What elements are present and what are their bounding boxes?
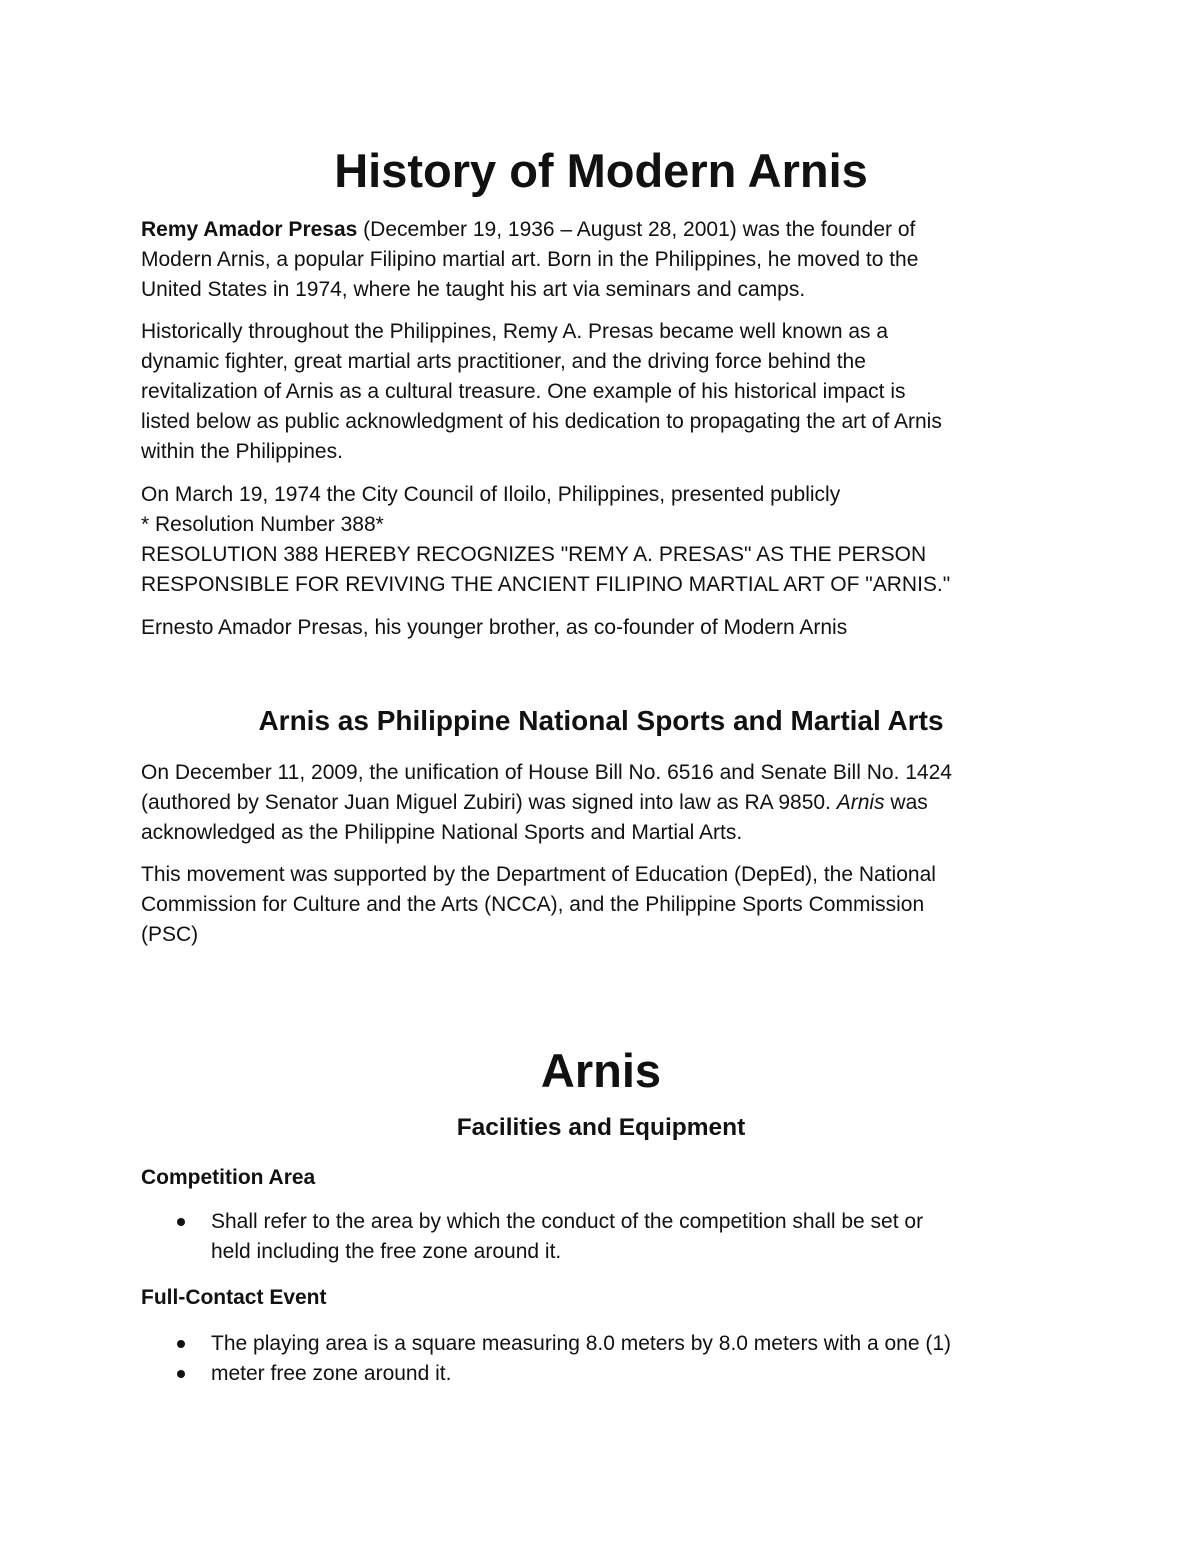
founder-name: Remy Amador Presas (141, 218, 358, 241)
competition-area-list (141, 1207, 1051, 1267)
bullet-icon (177, 1340, 185, 1348)
list-item: meter free zone around it. (141, 1359, 1051, 1389)
cofounder-paragraph (141, 613, 1051, 643)
cofounder-line: Ernesto Amador Presas, his younger brother, as co-founder of Modern Arnis (141, 616, 848, 639)
historical-paragraph (141, 317, 1051, 467)
list-item: The playing area is a square measuring 8.0 meters by 8.0 meters with a one (1) (141, 1329, 1051, 1359)
bullet-icon (177, 1370, 185, 1378)
intro-paragraph (141, 215, 1051, 305)
historical-line: within the Philippines. (141, 440, 343, 463)
support-line: Commission for Culture and the Arts (NCCA), and the Philippine Sports Commission (141, 893, 925, 916)
arnis-italic: Arnis (836, 791, 885, 814)
intro-line-2: Modern Arnis, a popular Filipino martial art. Born in the Philippines, he moved to the (141, 248, 919, 271)
intro-line-1: Remy Amador Presas (December 19, 1936 – August 28, 2001) was the founder of (141, 218, 916, 241)
ra9850-line-1: On December 11, 2009, the unification of House Bill No. 6516 and Senate Bill No. 1424 (141, 761, 952, 784)
ra9850-line-2: (authored by Senator Juan Miguel Zubiri) was signed into law as RA 9850. Arnis was (141, 791, 928, 814)
ra9850-line-3: acknowledged as the Philippine National Sports and Martial Arts. (141, 821, 743, 844)
support-line: (PSC) (141, 923, 199, 946)
ra9850-paragraph (141, 758, 1051, 848)
resolution-line: * Resolution Number 388* (141, 513, 384, 536)
resolution-line: RESOLUTION 388 HEREBY RECOGNIZES "REMY A. PRESAS" AS THE PERSON (141, 543, 927, 566)
bullet-icon (177, 1218, 185, 1226)
historical-line: Historically throughout the Philippines, Remy A. Presas became well known as a (141, 320, 889, 343)
history-title: History of Modern Arnis (334, 144, 868, 197)
resolution-paragraph (141, 480, 1051, 600)
historical-line: dynamic fighter, great martial arts practitioner, and the driving force behind the (141, 350, 866, 373)
resolution-line: On March 19, 1974 the City Council of Iloilo, Philippines, presented publicly (141, 483, 841, 506)
national-sports-title: Arnis as Philippine National Sports and Martial Arts (258, 705, 944, 736)
resolution-line: RESPONSIBLE FOR REVIVING THE ANCIENT FILIPINO MARTIAL ART OF "ARNIS." (141, 573, 951, 596)
arnis-title: Arnis (540, 1044, 662, 1097)
support-line: This movement was supported by the Department of Education (DepEd), the National (141, 863, 936, 886)
facilities-subtitle: Facilities and Equipment (456, 1114, 746, 1141)
support-paragraph (141, 860, 1051, 950)
full-contact-list (141, 1329, 1051, 1389)
historical-line: revitalization of Arnis as a cultural treasure. One example of his historical impact is (141, 380, 906, 403)
competition-area-label: Competition Area (141, 1166, 316, 1189)
intro-line-3: United States in 1974, where he taught his art via seminars and camps. (141, 278, 806, 301)
full-contact-label: Full-Contact Event (141, 1286, 327, 1309)
historical-line: listed below as public acknowledgment of his dedication to propagating the art of Arnis (141, 410, 942, 433)
list-item: Shall refer to the area by which the conduct of the competition shall be set or held including the free zone around it. (141, 1207, 1051, 1267)
